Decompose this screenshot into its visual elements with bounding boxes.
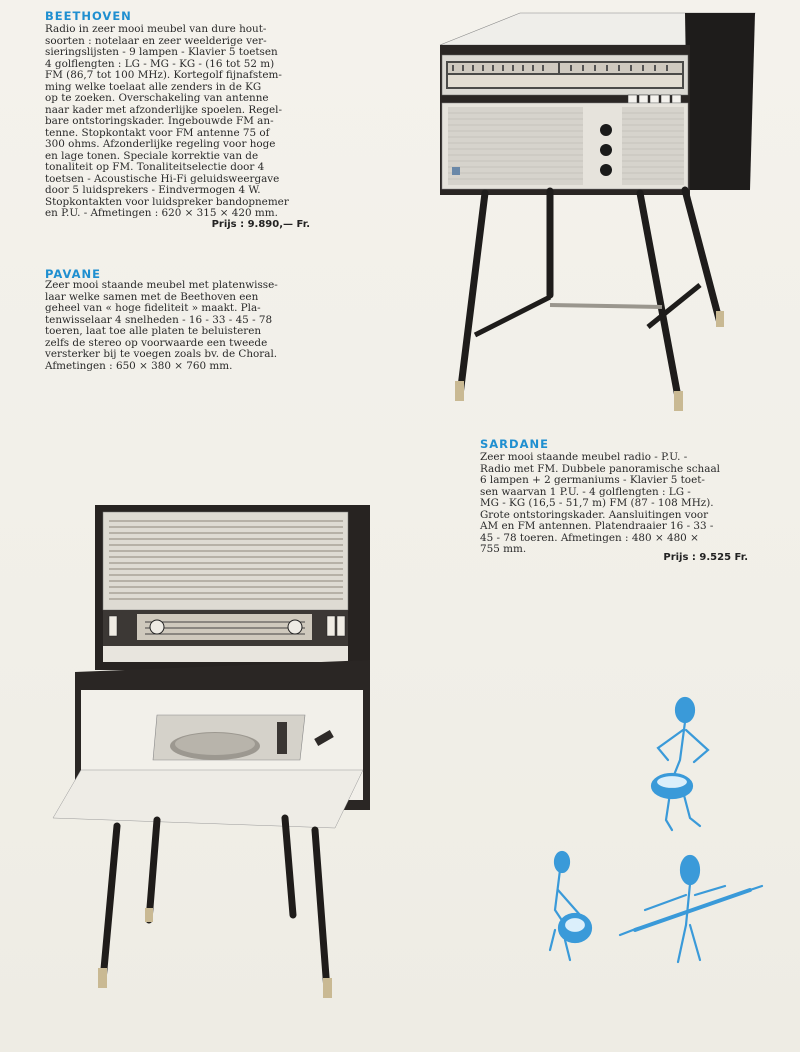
beethoven-price: Prijs : 9.890,— Fr. bbox=[211, 219, 310, 230]
pavane-heading: PAVANE bbox=[45, 267, 101, 281]
text-line: geheel van « hoge fideliteit » maakt. Pla- bbox=[45, 302, 261, 314]
text-line: toetsen - Acoustische Hi-Fi geluidsweergave bbox=[45, 172, 280, 185]
sardane-heading: SARDANE bbox=[480, 437, 549, 451]
text-line: laar welke samen met de Beethoven een bbox=[45, 290, 259, 303]
text-line: tonaliteit op FM. Tonaliteitselectie door 4 bbox=[45, 161, 265, 173]
text-line: toeren, laat toe alle platen te beluisteren bbox=[45, 325, 262, 337]
text-line: bare ontstoringskader. Ingebouwde FM an- bbox=[45, 115, 274, 127]
text-line: Stopkontakten voor luidspreker bandopnemer bbox=[45, 195, 289, 208]
text-line: en P.U. - Afmetingen : 620 × 315 × 420 mm. bbox=[45, 207, 278, 219]
text-line: FM (86,7 tot 100 MHz). Kortegolf fijnafstem- bbox=[45, 69, 282, 81]
beethoven-description bbox=[45, 24, 310, 220]
text-line: MG - KG (16,5 - 51,7 m) FM (87 - 108 MHz). bbox=[480, 497, 714, 509]
text-line: ming welke toelaat alle zenders in de KG bbox=[45, 80, 262, 93]
text-line: 755 mm. bbox=[480, 543, 527, 555]
text-line: Zeer mooi staande meubel radio - P.U. - bbox=[480, 451, 688, 463]
text-line: Zeer mooi staande meubel met platenwisse- bbox=[45, 279, 278, 291]
text-line: op te zoeken. Overschakeling van antenne bbox=[45, 92, 269, 104]
text-line: naar kader met afzonderlijke spoelen. Regel- bbox=[45, 103, 283, 116]
text-line: Radio met FM. Dubbele panoramische schaal bbox=[480, 462, 720, 475]
text-line: 300 ohms. Afzonderlijke regeling voor hoge bbox=[45, 138, 276, 150]
text-line: zelfs de stereo op voorwaarde een tweede bbox=[45, 336, 268, 349]
text-line: 6 lampen + 2 germaniums - Klavier 5 toet- bbox=[480, 474, 705, 486]
text-line: door 5 luidsprekers - Eindvermogen 4 W. bbox=[45, 184, 261, 196]
text-line: 45 - 78 toeren. Afmetingen : 480 × 480 × bbox=[480, 531, 699, 544]
text-line: Afmetingen : 650 × 380 × 760 mm. bbox=[45, 359, 233, 372]
musician-figures-illustration bbox=[540, 690, 770, 980]
text-line: sen waarvan 1 P.U. - 4 golflengten : LG - bbox=[480, 485, 691, 498]
pavane-sardane-photo bbox=[45, 500, 375, 1000]
beethoven-heading: BEETHOVEN bbox=[45, 9, 132, 23]
text-line: AM en FM antennen. Platendraaier 16 - 33 - bbox=[480, 520, 714, 532]
text-line: sieringslijsten - 9 lampen - Klavier 5 toetsen bbox=[45, 46, 278, 58]
text-line: tenwisselaar 4 snelheden - 16 - 33 - 45 - 78 bbox=[45, 313, 273, 326]
sardane-price: Prijs : 9.525 Fr. bbox=[663, 552, 748, 563]
sardane-description bbox=[480, 452, 748, 556]
beethoven-radio-photo bbox=[430, 5, 760, 420]
pavane-description bbox=[45, 280, 310, 372]
text-line: tenne. Stopkontakt voor FM antenne 75 of bbox=[45, 126, 270, 139]
text-line: 4 golflengten : LG - MG - KG - (16 tot 52 m) bbox=[45, 57, 275, 70]
text-line: Grote ontstoringskader. Aansluitingen voor bbox=[480, 508, 709, 521]
text-line: en lage tonen. Speciale korrektie van de bbox=[45, 149, 259, 162]
text-line: soorten : notelaar en zeer weelderige ver- bbox=[45, 34, 267, 47]
text-line: Radio in zeer mooi meubel van dure hout- bbox=[45, 23, 267, 35]
text-line: versterker bij te voegen zoals bv. de Choral. bbox=[45, 348, 278, 360]
